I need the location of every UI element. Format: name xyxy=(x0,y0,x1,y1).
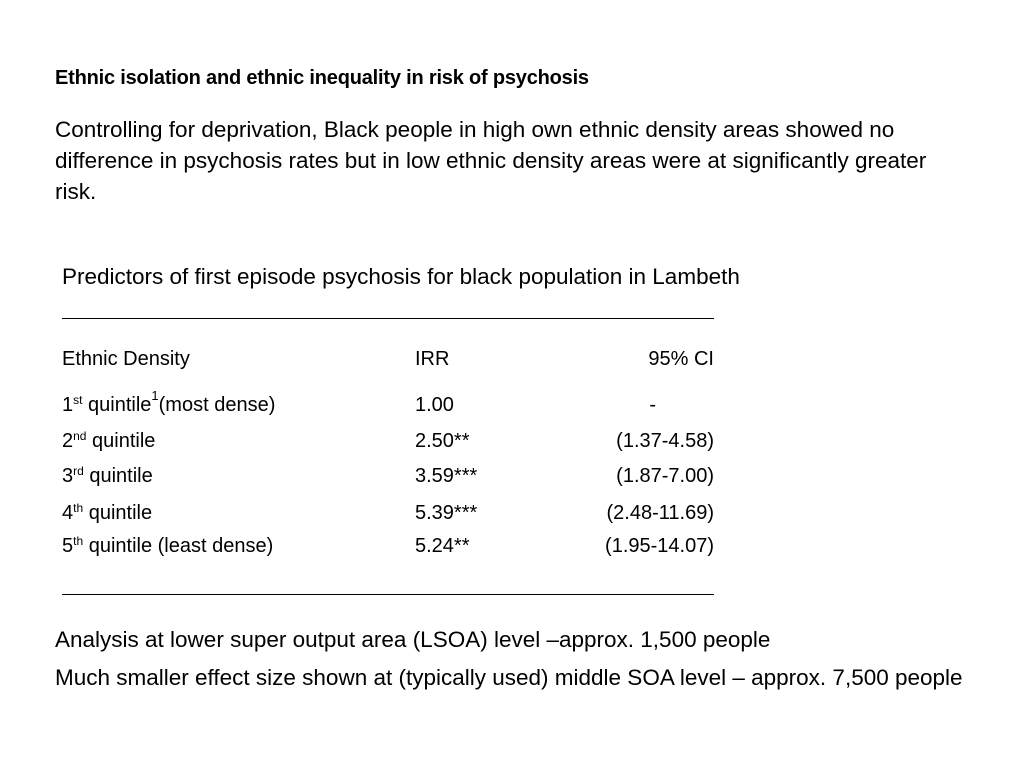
row-label-text: quintile xyxy=(82,394,152,416)
header-ethnic-density: Ethnic Density xyxy=(62,348,190,370)
row-label xyxy=(62,428,155,454)
row-label xyxy=(62,533,273,559)
row-ordinal: st xyxy=(73,393,83,407)
table-top-rule xyxy=(62,318,714,319)
row-ci: (1.37-4.58) xyxy=(616,430,714,452)
row-label-text: quintile xyxy=(83,502,153,524)
analysis-note-lsoa: Analysis at lower super output area (LSOA) level –approx. 1,500 people xyxy=(55,627,771,652)
row-footnote-marker: 1 xyxy=(151,388,159,403)
row-label xyxy=(62,500,152,526)
row-label xyxy=(62,388,276,418)
analysis-note-msoa: Much smaller effect size shown at (typically used) middle SOA level – approx. 7,500 people xyxy=(55,665,963,690)
table-row xyxy=(62,388,714,418)
row-label-text: quintile xyxy=(86,430,156,452)
row-ordinal: th xyxy=(73,501,84,515)
table-header-row xyxy=(62,346,714,372)
table-bottom-rule xyxy=(62,594,714,595)
row-ordinal: nd xyxy=(73,429,87,443)
row-irr: 2.50** xyxy=(415,430,470,452)
table-row xyxy=(62,500,714,526)
slide-heading: Ethnic isolation and ethnic inequality in risk of psychosis xyxy=(55,67,589,89)
table-row xyxy=(62,463,714,489)
row-number: 1 xyxy=(62,394,74,416)
row-number: 5 xyxy=(62,535,74,557)
row-number: 2 xyxy=(62,430,74,452)
row-label-suffix: (most dense) xyxy=(158,394,276,416)
row-ci: (1.95-14.07) xyxy=(605,535,714,557)
header-ci: 95% CI xyxy=(648,348,714,370)
row-number: 3 xyxy=(62,465,74,487)
row-ci: (1.87-7.00) xyxy=(616,465,714,487)
row-label-text: quintile xyxy=(83,465,153,487)
row-irr: 5.39*** xyxy=(415,502,478,524)
row-ordinal: rd xyxy=(73,464,84,478)
row-label-text: quintile (least dense) xyxy=(83,535,274,557)
table-row xyxy=(62,533,714,559)
row-ci: (2.48-11.69) xyxy=(606,502,714,524)
row-label xyxy=(62,463,153,489)
intro-paragraph: Controlling for deprivation, Black people in high own ethnic density areas showed no difference in psychosis rates but in low ethnic density areas were at significantly greater risk. xyxy=(55,117,927,204)
table-caption: Predictors of first episode psychosis for black population in Lambeth xyxy=(62,264,740,289)
row-ordinal: th xyxy=(73,534,84,548)
header-irr: IRR xyxy=(415,348,450,370)
row-irr: 5.24** xyxy=(415,535,470,557)
row-ci: - xyxy=(649,394,656,416)
row-irr: 1.00 xyxy=(415,394,454,416)
row-number: 4 xyxy=(62,502,74,524)
row-irr: 3.59*** xyxy=(415,465,478,487)
table-row xyxy=(62,428,714,454)
